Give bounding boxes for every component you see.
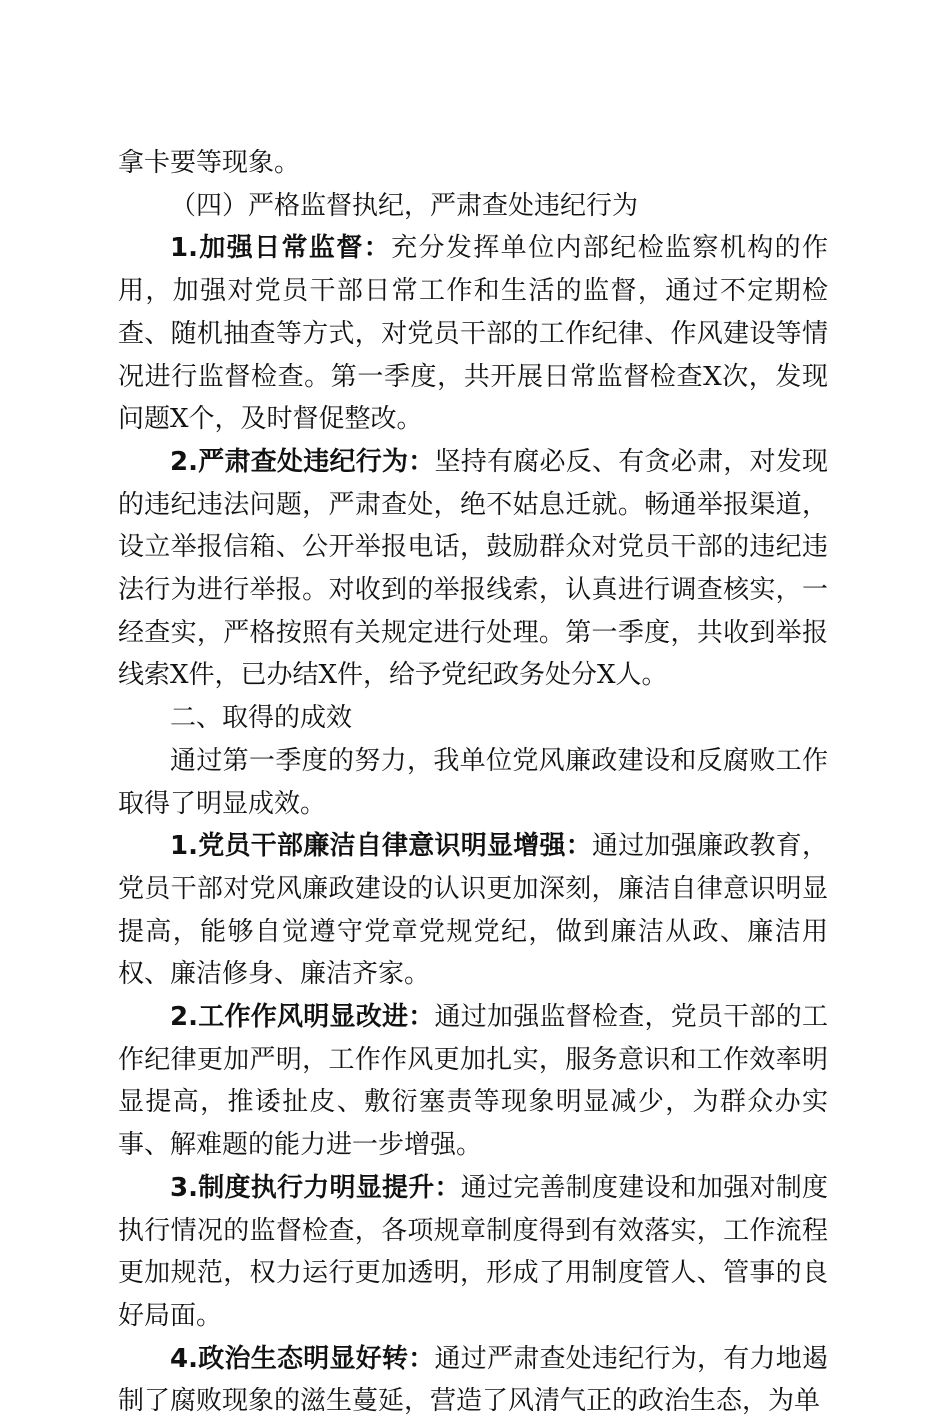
- item-daily-supervision: [118, 227, 828, 441]
- section-heading-text: 二、取得的成效: [170, 703, 353, 734]
- paragraph-continuation: [118, 142, 828, 185]
- subsection-heading: [118, 185, 828, 228]
- paragraph-intro: [118, 740, 828, 825]
- paragraph-text: 通过第一季度的努力，我单位党风廉政建设和反腐败工作取得了明显成效。: [118, 745, 828, 819]
- item-text: 坚持有腐必反、有贪必肃，对发现的违纪违法问题，严肃查处，绝不姑息迁就。畅通举报渠道，设立举报信箱、公开举报电话，鼓励群众对党员干部的违纪违法行为进行举报。对收到的举报线索，认真进行调查核实，一经查实，严格按照有关规定进行处理。第一季度，共收到举报线索X件，已办结X件，给予党纪政务处分X人。: [118, 446, 828, 691]
- item-lead: 4.政治生态明显好转：: [170, 1343, 435, 1374]
- item-lead: 3.制度执行力明显提升：: [170, 1172, 461, 1203]
- item-text: 充分发挥单位内部纪检监察机构的作用，加强对党员干部日常工作和生活的监督，通过不定期检查、随机抽查等方式，对党员干部的工作纪律、作风建设等情况进行监督检查。第一季度，共开展日常监督检查X次，发现问题X个，及时督促整改。: [118, 233, 828, 435]
- item-text: 通过严肃查处违纪行为，有力地遏制了腐败现象的滋生蔓延，营造了风清气正的政治生态，为单: [118, 1343, 828, 1417]
- item-text: 通过完善制度建设和加强对制度执行情况的监督检查，各项规章制度得到有效落实，工作流程更加规范，权力运行更加透明，形成了用制度管人、管事的良好局面。: [118, 1172, 828, 1331]
- item-lead: 1.党员干部廉洁自律意识明显增强：: [170, 831, 592, 862]
- item-text: 通过加强监督检查，党员干部的工作纪律更加严明，工作作风更加扎实，服务意识和工作效率明显提高，推诿扯皮、敷衍塞责等现象明显减少，为群众办实事、解难题的能力进一步增强。: [118, 1002, 828, 1161]
- item-lead: 2.工作作风明显改进：: [170, 1002, 435, 1033]
- item-system-execution: [118, 1167, 828, 1338]
- item-lead: 1.加强日常监督：: [170, 233, 392, 264]
- item-political-ecology: [118, 1338, 828, 1423]
- item-self-discipline: [118, 825, 828, 996]
- subsection-heading-text: （四）严格监督执纪，严肃查处违纪行为: [170, 190, 639, 221]
- item-investigate-violations: [118, 441, 828, 697]
- document-body: [118, 142, 828, 1423]
- paragraph-text: 拿卡要等现象。: [118, 148, 301, 178]
- item-work-style: [118, 996, 828, 1167]
- item-text: 通过加强廉政教育，党员干部对党风廉政建设的认识更加深刻，廉洁自律意识明显提高，能够自觉遵守党章党规党纪，做到廉洁从政、廉洁用权、廉洁修身、廉洁齐家。: [118, 831, 828, 990]
- item-lead: 2.严肃查处违纪行为：: [170, 446, 435, 477]
- section-heading: [118, 697, 828, 740]
